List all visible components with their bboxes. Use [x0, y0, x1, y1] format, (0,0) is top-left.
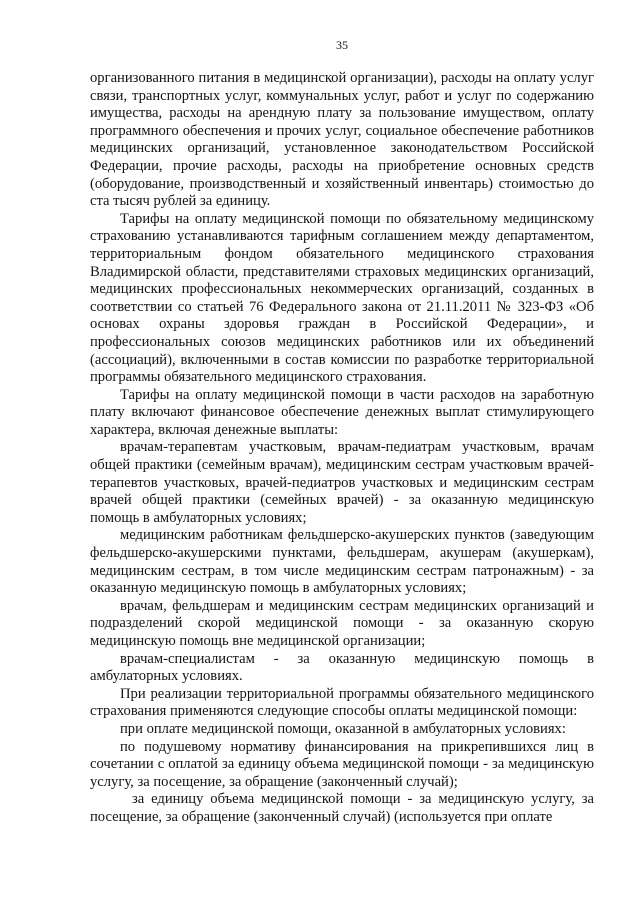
page-number: 35 — [336, 38, 348, 52]
paragraph-payment-methods: При реализации территориальной программы обязательного медицинского страхования применяются следующие способы оплаты медицинской помощи: — [90, 685, 594, 720]
document-body — [90, 70, 594, 827]
paragraph-tariffs-agreement: Тарифы на оплату медицинской помощи по обязательному медицинскому страхованию устанавливаются тарифным соглашением между департаментом, территориальным фондом обязательного медицинского страхования Владимирской области, представителями страховых медицинских организаций, медицинских профессиональных некоммерческих организаций, созданных в соответствии со статьей 76 Федерального закона от 21.11.2011 № 323-ФЗ «Об основах охраны здоровья граждан в Российской Федерации», и профессиональных союзов медицинских работников или их объединений (ассоциаций), включенными в состав комиссии по разработке территориальной программы обязательного медицинского страхования. — [90, 210, 594, 386]
paragraph-unit-of-volume: за единицу объема медицинской помощи - за медицинскую услугу, за посещение, за обращение (законченный случай) (используется при оплате — [90, 791, 594, 825]
paragraph-per-capita-standard: по подушевому нормативу финансирования на прикрепившихся лиц в сочетании с оплатой за единицу объема медицинской помощи - за медицинскую услугу, за посещение, за обращение (законченный случай); — [90, 738, 594, 790]
paragraph-tariffs-salary: Тарифы на оплату медицинской помощи в части расходов на заработную плату включают финансовое обеспечение денежных выплат стимулирующего характера, включая денежные выплаты: — [90, 386, 594, 438]
paragraph-payments-emergency: врачам, фельдшерам и медицинским сестрам медицинских организаций и подразделений скорой медицинской помощи - за оказанную скорую медицинскую помощь вне медицинской организации; — [90, 597, 594, 649]
paragraph-payments-feldsher: медицинским работникам фельдшерско-акушерских пунктов (заведующим фельдшерско-акушерскими пунктами, фельдшерам, акушерам (акушеркам), медицинским сестрам, в том числе медицинским сестрам патронажным) - за оказанную медицинскую помощь в амбулаторных условиях; — [90, 527, 594, 597]
paragraph-outpatient-payment: при оплате медицинской помощи, оказанной в амбулаторных условиях: — [120, 720, 566, 737]
paragraph-continued-expenses: организованного питания в медицинской организации), расходы на оплату услуг связи, транспортных услуг, коммунальных услуг, работ и услуг по содержанию имущества, расходы на арендную плату за пользование имуществом, оплату программного обеспечения и прочих услуг, социальное обеспечение работников медицинских организаций, установленное законодательством Российской Федерации, прочие расходы, расходы на приобретение основных средств (оборудование, производственный и хозяйственный инвентарь) стоимостью до ста тысяч рублей за единицу. — [90, 70, 594, 210]
paragraph-payments-therapists: врачам-терапевтам участковым, врачам-педиатрам участковым, врачам общей практики (семейным врачам), медицинским сестрам участковым врачей-терапевтов участковых, врачей-педиатров участковых и медицинским сестрам врачей общей практики (семейных врачей) - за оказанную медицинскую помощь в амбулаторных условиях; — [90, 439, 594, 526]
paragraph-payments-specialists: врачам-специалистам - за оказанную медицинскую помощь в амбулаторных условиях. — [90, 650, 594, 685]
